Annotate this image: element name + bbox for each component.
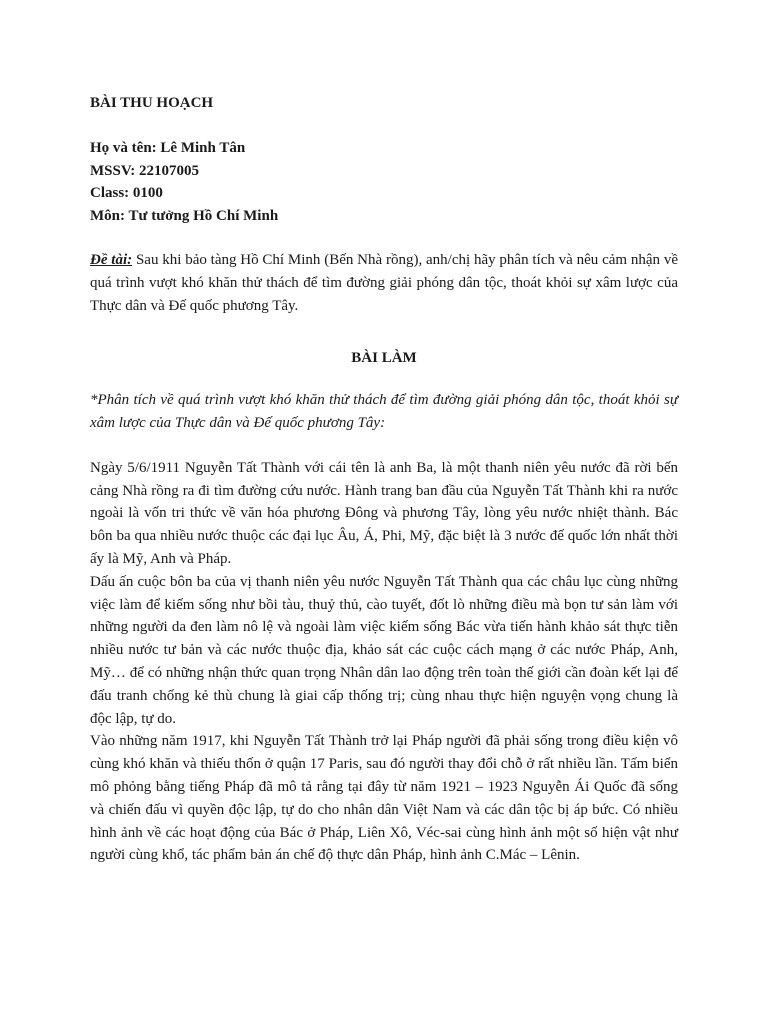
info-student-id-value: 22107005	[139, 162, 200, 179]
topic-paragraph	[90, 249, 678, 317]
topic-text: Sau khi bảo tàng Hồ Chí Minh (Bến Nhà rồng), anh/chị hãy phân tích và nêu cảm nhận về quá trình vượt khó khăn thử thách để tìm đường giải phóng dân tộc, thoát khỏi sự xâm lược của Thực dân và Đế quốc phương Tây.	[90, 251, 679, 314]
info-subject-value: Tư tưởng Hồ Chí Minh	[128, 208, 279, 225]
info-name-label: Họ và tên:	[90, 139, 157, 156]
info-student-id-label: MSSV:	[90, 162, 136, 179]
info-class	[90, 182, 678, 205]
body-paragraph-2: Dấu ấn cuộc bôn ba của vị thanh niên yêu nước Nguyễn Tất Thành qua các châu lục cùng những việc làm để kiếm sống như bồi tàu, thuỷ thủ, cào tuyết, đốt lò những điều mà bọn tư sản làm với những người da đen làm nô lệ và ngoài làm việc kiếm sống Bác vừa tiến hành khảo sát thực tiễn nhiều nước tư bản và các nước thuộc địa, khảo sát các cuộc cách mạng ở các nước Pháp, Anh, Mỹ… để có những nhận thức quan trọng Nhân dân lao động trên toàn thế giới cần đoàn kết lại để đấu tranh chống kẻ thù chung là giai cấp thống trị; cùng nhau thực hiện nguyện vọng chung là độc lập, tự do.	[90, 573, 678, 727]
body-paragraph-3: Vào những năm 1917, khi Nguyễn Tất Thành trở lại Pháp người đã phải sống trong điều kiện vô cùng khó khăn và thiếu thốn ở quận 17 Paris, sau đó người thay đổi chỗ ở rất nhiều lần. Tấm biển mô phỏng bằng tiếng Pháp đã mô tả rằng tại đây từ năm 1921 – 1923 Nguyễn Ái Quốc đã sống và chiến đấu vì quyền độc lập, tự do cho nhân dân Việt Nam và các dân tộc bị áp bức. Có nhiều hình ảnh về các hoạt động của Bác ở Pháp, Liên Xô, Véc-sai cùng hình ảnh một số hiện vật như người cùng khổ, tác phẩm bản án chế độ thực dân Pháp, hình ảnh C.Mác – Lênin.	[90, 733, 678, 864]
info-name-value: Lê Minh Tân	[160, 139, 246, 156]
info-subject-label: Môn:	[90, 208, 125, 225]
document-title: BÀI THU HOẠCH	[90, 95, 214, 111]
analysis-subheading: *Phân tích về quá trình vượt khó khăn thử thách để tìm đường giải phóng dân tộc, thoát khỏi sự xâm lược của Thực dân và Đế quốc phương Tây:	[90, 392, 678, 431]
body-text	[90, 457, 678, 867]
section-title: BÀI LÀM	[351, 350, 417, 367]
topic-label: Đề tài:	[90, 251, 133, 268]
document-page	[90, 92, 678, 867]
body-paragraph-1: Ngày 5/6/1911 Nguyễn Tất Thành với cái tên là anh Ba, là một thanh niên yêu nước đã rời bến cảng Nhà rồng ra đi tìm đường cứu nước. Hành trang ban đầu của Nguyễn Tất Thành khi ra nước ngoài là vốn tri thức về văn hóa phương Đông và phương Tây, lòng yêu nước nhiệt thành. Bác bôn ba qua nhiều nước thuộc các đại lục Âu, Á, Phi, Mỹ, đặc biệt là 3 nước đế quốc lớn nhất thời ấy là Mỹ, Anh và Pháp.	[90, 459, 678, 567]
info-class-label: Class:	[90, 185, 130, 202]
info-student-id	[90, 160, 678, 183]
info-subject	[90, 205, 678, 228]
info-class-value: 0100	[132, 185, 163, 202]
student-info	[90, 137, 678, 228]
info-name	[90, 137, 678, 160]
